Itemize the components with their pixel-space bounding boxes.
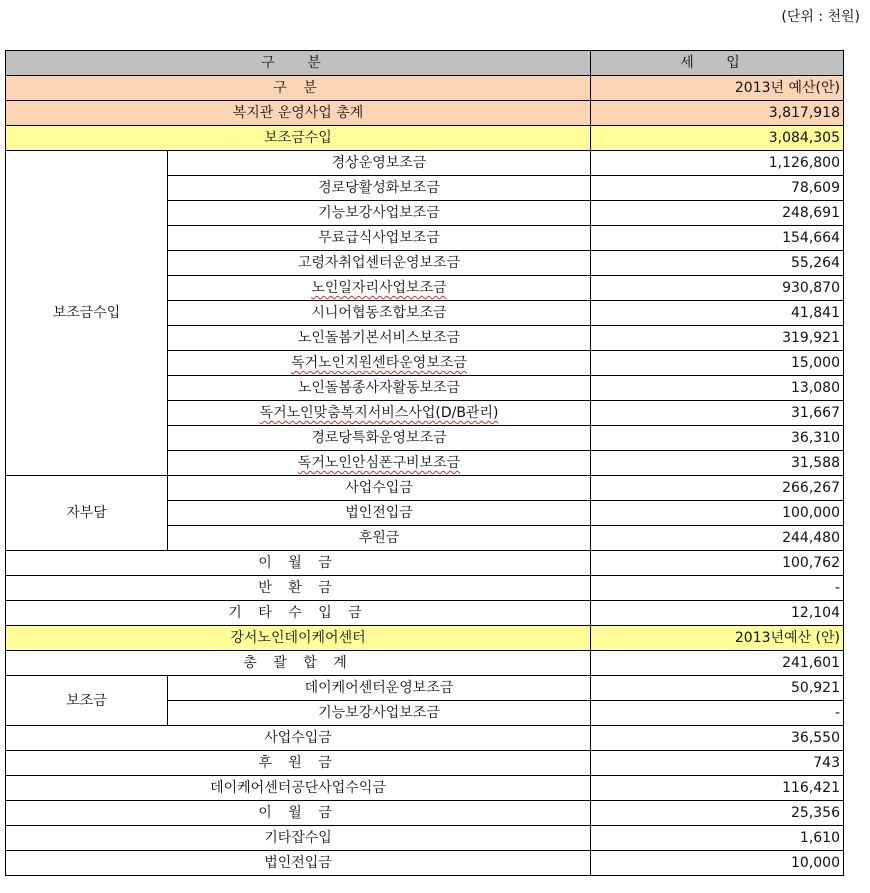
item-value: 248,691 — [591, 201, 844, 226]
item-name: 기능보강사업보조금 — [168, 701, 591, 726]
item-value: 266,267 — [591, 476, 844, 501]
row-value: 12,104 — [591, 601, 844, 626]
row-label: 보조금수입 — [6, 126, 591, 151]
item-value: 41,841 — [591, 301, 844, 326]
item-name: 사업수입금 — [168, 476, 591, 501]
row-label: 구 분 — [6, 76, 591, 101]
item-value: 319,921 — [591, 326, 844, 351]
item-value: 244,480 — [591, 526, 844, 551]
row-value: 116,421 — [591, 776, 844, 801]
row-value: 2013년예산 (안) — [591, 626, 844, 651]
item-name: 노인돌봄기본서비스보조금 — [168, 326, 591, 351]
row-label: 복지관 운영사업 총계 — [6, 101, 591, 126]
item-name: 경로당활성화보조금 — [168, 176, 591, 201]
table-row — [6, 851, 844, 876]
item-value: - — [591, 701, 844, 726]
row-value: 36,550 — [591, 726, 844, 751]
row-label: 사업수입금 — [6, 726, 591, 751]
table-row — [6, 601, 844, 626]
row-value: 1,610 — [591, 826, 844, 851]
item-name-text: 독거노인맞춤복지서비스사업(D/B관리) — [259, 405, 499, 421]
row-label: 기타잡수입 — [6, 826, 591, 851]
unit-label: (단위 : 천원) — [781, 9, 860, 25]
item-name: 무료급식사업보조금 — [168, 226, 591, 251]
item-name — [168, 451, 591, 476]
item-name: 경상운영보조금 — [168, 151, 591, 176]
table-header-row — [6, 51, 844, 76]
budget-table — [5, 50, 844, 876]
item-name: 경로당특화운영보조금 — [168, 426, 591, 451]
row-value: 25,356 — [591, 801, 844, 826]
group-label: 자부담 — [6, 476, 168, 551]
table-row — [6, 826, 844, 851]
row-label: 후 원 금 — [6, 751, 591, 776]
row-label: 기 타 수 입 금 — [6, 601, 591, 626]
item-value: 154,664 — [591, 226, 844, 251]
item-value: 1,126,800 — [591, 151, 844, 176]
table-row — [6, 576, 844, 601]
item-name: 시니어협동조합보조금 — [168, 301, 591, 326]
table-row — [6, 126, 844, 151]
item-name — [168, 276, 591, 301]
item-name: 노인돌봄종사자활동보조금 — [168, 376, 591, 401]
row-value: 3,817,918 — [591, 101, 844, 126]
table-row — [6, 751, 844, 776]
row-value: 10,000 — [591, 851, 844, 876]
row-value: 2013년 예산(안) — [591, 76, 844, 101]
header-category: 구 분 — [6, 51, 591, 76]
table-row — [6, 476, 844, 501]
item-name — [168, 351, 591, 376]
table-row — [6, 651, 844, 676]
row-label: 반 환 금 — [6, 576, 591, 601]
table-row — [6, 76, 844, 101]
row-value: 241,601 — [591, 651, 844, 676]
row-value: 3,084,305 — [591, 126, 844, 151]
table-row — [6, 776, 844, 801]
row-value: 743 — [591, 751, 844, 776]
item-name-text: 독거노인지원센타운영보조금 — [291, 355, 467, 371]
group-label: 보조금수입 — [6, 151, 168, 476]
row-value: 100,762 — [591, 551, 844, 576]
item-name: 후원금 — [168, 526, 591, 551]
item-name — [168, 401, 591, 426]
table-row — [6, 801, 844, 826]
item-value: 78,609 — [591, 176, 844, 201]
item-value: 55,264 — [591, 251, 844, 276]
item-name: 법인전입금 — [168, 501, 591, 526]
item-name-text: 독거노인안심폰구비보조금 — [297, 455, 461, 471]
row-label: 이 월 금 — [6, 801, 591, 826]
item-value: 31,667 — [591, 401, 844, 426]
item-value: 15,000 — [591, 351, 844, 376]
item-value: 13,080 — [591, 376, 844, 401]
table-row — [6, 151, 844, 176]
header-revenue: 세 입 — [591, 51, 844, 76]
row-label: 이 월 금 — [6, 551, 591, 576]
item-value: 31,588 — [591, 451, 844, 476]
item-name: 데이케어센터운영보조금 — [168, 676, 591, 701]
row-label: 총 괄 합 계 — [6, 651, 591, 676]
item-value: 36,310 — [591, 426, 844, 451]
row-value: - — [591, 576, 844, 601]
row-label: 강서노인데이케어센터 — [6, 626, 591, 651]
table-row — [6, 101, 844, 126]
item-value: 930,870 — [591, 276, 844, 301]
item-name-text: 노인일자리사업보조금 — [311, 280, 447, 296]
item-value: 100,000 — [591, 501, 844, 526]
table-row — [6, 726, 844, 751]
table-row — [6, 676, 844, 701]
item-name: 기능보강사업보조금 — [168, 201, 591, 226]
item-name: 고령자취업센터운영보조금 — [168, 251, 591, 276]
row-label: 법인전입금 — [6, 851, 591, 876]
table-row — [6, 626, 844, 651]
row-label: 데이케어센터공단사업수익금 — [6, 776, 591, 801]
item-value: 50,921 — [591, 676, 844, 701]
group-label: 보조금 — [6, 676, 168, 726]
table-row — [6, 551, 844, 576]
